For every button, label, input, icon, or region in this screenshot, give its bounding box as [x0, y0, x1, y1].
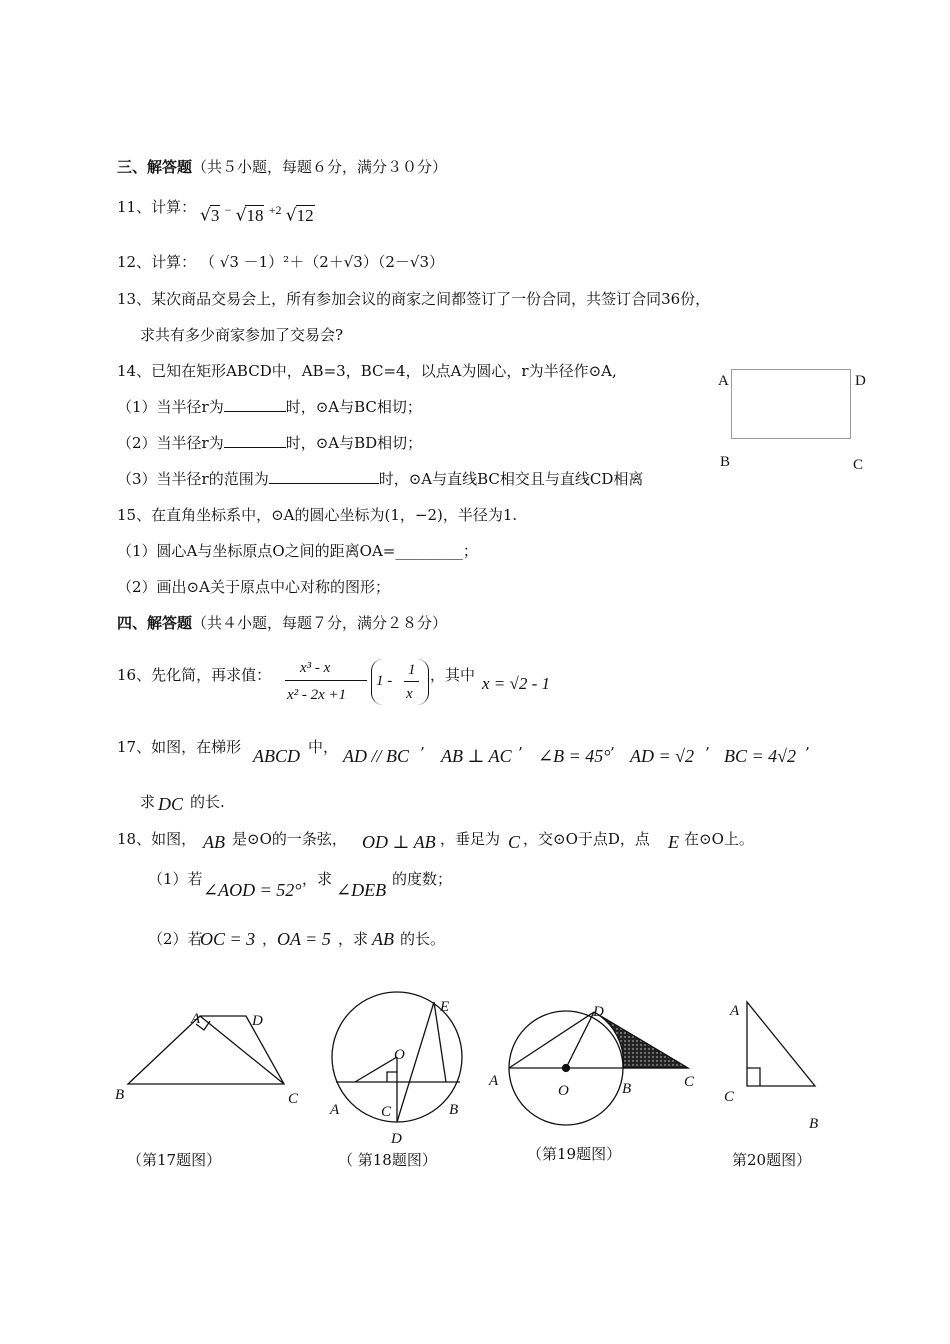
fig19-label-c: C — [684, 1074, 695, 1090]
q12-label: 12、计算： — [117, 253, 197, 271]
fig18-label-c: C — [381, 1104, 392, 1120]
q15-line0: 15、在直角坐标系中，⊙A的圆心坐标为(1，−2)，半径为1. — [117, 506, 518, 524]
q18-part2-a: （2）若 — [148, 930, 203, 948]
fig20-caption: 第20题图） — [732, 1151, 812, 1169]
q11-term3: 12 — [296, 205, 314, 225]
fig20-label-b: B — [809, 1116, 819, 1132]
q11-op1: − — [224, 203, 232, 217]
q16-paren-num: 1 — [408, 662, 416, 678]
q17-line2a: 求 — [140, 793, 156, 811]
q11-term1: 3 — [210, 205, 220, 225]
fig18-label-d: D — [391, 1131, 402, 1147]
fig17-label-b: B — [115, 1087, 125, 1103]
q17-label: 17、如图，在梯形 — [117, 738, 242, 756]
section-4-note: （共４小题，每题７分，满分２８分） — [192, 614, 448, 632]
q17-cond-angle-b: ∠B = 45° — [538, 746, 611, 766]
q18-line0a: 18、如图， — [117, 830, 197, 848]
q18-part1-angle-deb: ∠DEB — [336, 880, 387, 900]
fig18-label-o: O — [394, 1047, 405, 1063]
q17-comma1: ’ — [420, 744, 425, 762]
q17-dc: DC — [158, 794, 184, 814]
q15-part2: （2）画出⊙A关于原点中心对称的图形； — [117, 578, 390, 596]
fig17-caption: （第17题图） — [127, 1151, 222, 1169]
section-3-title: 三、解答题 — [117, 158, 193, 176]
q14-part3-a: （3）当半径r的范围为 — [117, 470, 269, 488]
fig19-label-b: B — [622, 1081, 632, 1097]
q18-part2-oc: OC = 3 — [200, 929, 256, 949]
q14-label-b: B — [720, 454, 731, 470]
fig18-label-a: A — [330, 1102, 340, 1118]
q17-cond-ab-perp-ac: AB ⊥ AC — [441, 746, 512, 766]
q14-part1-b: 时，⊙A与BC相切； — [285, 398, 422, 416]
fig20-label-a: A — [730, 1003, 740, 1019]
fig19-circle — [509, 1011, 688, 1125]
q16-paren-one: 1 - — [376, 673, 393, 689]
q17-comma3: ’ — [610, 744, 615, 762]
fig20-label-c: C — [724, 1089, 735, 1105]
q17-zhong: 中， — [308, 738, 339, 756]
q18-part1-b: ，求 — [302, 870, 333, 888]
fig19-label-d: D — [593, 1004, 604, 1020]
q18-part2-c: ，求 — [338, 930, 369, 948]
q16-label: 16、先化简，再求值： — [117, 666, 272, 684]
q16-numerator: x³ - x — [300, 660, 331, 676]
q11-op2: +2 — [268, 203, 282, 217]
q18-line0c: ，垂足为 — [440, 830, 501, 848]
q18-part2-oa: OA = 5 — [277, 929, 331, 949]
q17-comma5: ’ — [805, 744, 810, 762]
q16-condition: x = √2 - 1 — [482, 674, 551, 693]
fig19-caption: （第19题图） — [527, 1145, 622, 1163]
q14-line0: 14、已知在矩形ABCD中，AB=3，BC=4，以点A为圆心，r为半径作⊙A, — [117, 362, 617, 380]
q11-expression: √3 − √18 $^{+2}$ √12 — [200, 203, 314, 226]
q18-part2-b: ， — [262, 930, 278, 948]
q18-ab: AB — [203, 832, 225, 852]
q13-line2: 求共有多少商家参加了交易会? — [140, 326, 344, 344]
q11-label: 11、计算： — [117, 198, 197, 216]
q16-where: ，其中 — [430, 666, 476, 684]
fig19-label-a: A — [489, 1073, 499, 1089]
q18-line0b: 是⊙O的一条弦， — [232, 830, 347, 848]
q13-line1: 13、某次商品交易会上，所有参加会议的商家之间都签订了一份合同，共签订合同36份， — [117, 290, 711, 308]
q18-part1-angle-aod: ∠AOD = 52° — [203, 880, 302, 900]
q18-part2-ab: AB — [372, 929, 394, 949]
fig17-label-d: D — [252, 1013, 263, 1029]
q17-cond-bc: BC = 4√2 — [724, 746, 797, 766]
fig19-label-o: O — [558, 1083, 569, 1099]
q17-comma4: ’ — [705, 744, 710, 762]
q16-denominator: x² - 2x +1 — [287, 687, 347, 703]
q14-part2-a: （2）当半径r为 — [117, 434, 224, 452]
q18-od-perp-ab: OD ⊥ AB — [362, 832, 436, 852]
q17-line2b: 的长. — [190, 793, 225, 811]
q14-part1-a: （1）当半径r为 — [117, 398, 224, 416]
q14-part2-b: 时，⊙A与BD相切； — [285, 434, 423, 452]
q18-line0e: 在⊙O上。 — [684, 830, 754, 848]
q15-part1: （1）圆心A与坐标原点O之间的距离OA=_________； — [117, 542, 478, 560]
q14-label-c: C — [853, 457, 864, 473]
q18-part2-d: 的长。 — [400, 930, 446, 948]
section-4-title: 四、解答题 — [117, 614, 193, 632]
q12-expression: （ √3 －1）²＋（2＋√3）（2－√3） — [200, 253, 444, 271]
fig17-label-c: C — [288, 1091, 299, 1107]
q17-abcd: ABCD — [253, 746, 300, 766]
q14-label-d: D — [855, 373, 866, 389]
q17-cond-ad: AD = √2 — [630, 746, 695, 766]
q14-label-a: A — [718, 373, 729, 389]
q18-line0d: ，交⊙O于点D，点 — [523, 830, 650, 848]
fig20-triangle — [747, 1002, 815, 1086]
fig18-caption: （ 第18题图） — [338, 1151, 437, 1169]
fig18-label-e: E — [440, 999, 450, 1015]
q14-part3-b: 时，⊙A与直线BC相交且与直线CD相离 — [378, 470, 644, 488]
q11-term2: 18 — [246, 205, 264, 225]
q18-part1-a: （1）若 — [148, 870, 203, 888]
q18-part1-c: 的度数； — [392, 870, 453, 888]
q17-cond-ad-parallel-bc: AD // BC — [343, 746, 409, 766]
section-3-note: （共５小题，每题６分，满分３０分） — [192, 158, 448, 176]
fig17-label-a: A — [191, 1011, 201, 1027]
fig18-label-b: B — [449, 1102, 459, 1118]
q18-e: E — [668, 832, 679, 852]
q16-paren-den: x — [406, 686, 413, 702]
q18-c: C — [508, 832, 521, 852]
q17-comma2: ’ — [518, 744, 523, 762]
